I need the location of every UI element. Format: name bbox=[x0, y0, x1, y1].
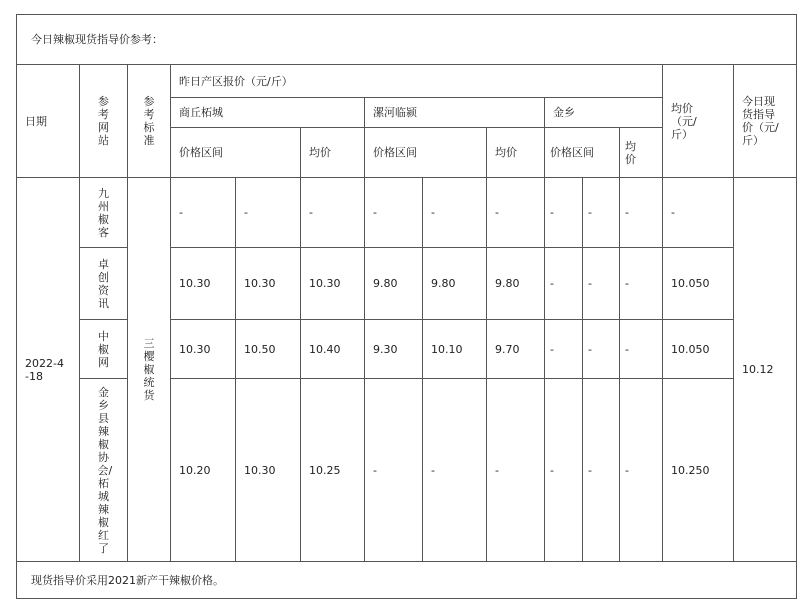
sq-max-cell: 10.30 bbox=[236, 248, 301, 320]
lh-avg-cell: 9.70 bbox=[487, 320, 545, 379]
header-site: 参考网站 bbox=[80, 65, 128, 178]
table-note: 现货指导价采用2021新产干辣椒价格。 bbox=[17, 562, 797, 599]
header-guide-price: 今日现货指导价（元/斤） bbox=[734, 65, 797, 178]
sq-avg-cell: 10.30 bbox=[301, 248, 365, 320]
lh-min-cell: 9.80 bbox=[365, 248, 423, 320]
table-title: 今日辣椒现货指导价参考： bbox=[17, 15, 797, 65]
sq-min-cell: 10.30 bbox=[171, 320, 236, 379]
avg-cell: 10.250 bbox=[663, 379, 734, 562]
lh-avg-cell: - bbox=[487, 178, 545, 248]
header-date: 日期 bbox=[17, 65, 80, 178]
lh-max-cell: - bbox=[423, 178, 487, 248]
jx-max-cell: - bbox=[583, 178, 620, 248]
header-avg-jinxiang: 均价 bbox=[620, 128, 663, 178]
avg-cell: 10.050 bbox=[663, 320, 734, 379]
lh-min-cell: - bbox=[365, 178, 423, 248]
sq-min-cell: 10.30 bbox=[171, 248, 236, 320]
sq-avg-cell: 10.25 bbox=[301, 379, 365, 562]
header-range-luohe: 价格区间 bbox=[365, 128, 487, 178]
sq-avg-cell: - bbox=[301, 178, 365, 248]
sq-max-cell: 10.30 bbox=[236, 379, 301, 562]
sq-max-cell: 10.50 bbox=[236, 320, 301, 379]
lh-max-cell: 10.10 bbox=[423, 320, 487, 379]
header-avg-luohe: 均价 bbox=[487, 128, 545, 178]
header-region-luohe: 漯河临颍 bbox=[365, 98, 545, 128]
lh-min-cell: 9.30 bbox=[365, 320, 423, 379]
table-row bbox=[17, 178, 797, 248]
avg-cell: - bbox=[663, 178, 734, 248]
header-region-shangqiu: 商丘柘城 bbox=[171, 98, 365, 128]
jx-min-cell: - bbox=[545, 248, 583, 320]
site-cell: 金乡县辣椒协会/柘城辣椒红了 bbox=[80, 379, 128, 562]
date-cell: 2022-4-18 bbox=[17, 178, 80, 562]
header-range-shangqiu: 价格区间 bbox=[171, 128, 301, 178]
sq-min-cell: - bbox=[171, 178, 236, 248]
jx-max-cell: - bbox=[583, 320, 620, 379]
sq-max-cell: - bbox=[236, 178, 301, 248]
standard-cell: 三樱椒统货 bbox=[128, 178, 171, 562]
jx-avg-cell: - bbox=[620, 248, 663, 320]
jx-avg-cell: - bbox=[620, 379, 663, 562]
lh-avg-cell: 9.80 bbox=[487, 248, 545, 320]
header-range-jinxiang: 价格区间 bbox=[545, 128, 620, 178]
jx-max-cell: - bbox=[583, 379, 620, 562]
lh-max-cell: - bbox=[423, 379, 487, 562]
lh-min-cell: - bbox=[365, 379, 423, 562]
jx-avg-cell: - bbox=[620, 178, 663, 248]
lh-max-cell: 9.80 bbox=[423, 248, 487, 320]
site-cell: 中椒网 bbox=[80, 320, 128, 379]
jx-max-cell: - bbox=[583, 248, 620, 320]
site-cell: 卓创资讯 bbox=[80, 248, 128, 320]
jx-min-cell: - bbox=[545, 379, 583, 562]
header-standard: 参考标准 bbox=[128, 65, 171, 178]
price-guide-table bbox=[16, 14, 797, 599]
header-avg-shangqiu: 均价 bbox=[301, 128, 365, 178]
guide-price-cell: 10.12 bbox=[734, 178, 797, 562]
header-avg-unit: 均价（元/斤） bbox=[663, 65, 734, 178]
header-region-jinxiang: 金乡 bbox=[545, 98, 663, 128]
sq-min-cell: 10.20 bbox=[171, 379, 236, 562]
site-cell: 九州椒客 bbox=[80, 178, 128, 248]
jx-min-cell: - bbox=[545, 320, 583, 379]
avg-cell: 10.050 bbox=[663, 248, 734, 320]
jx-avg-cell: - bbox=[620, 320, 663, 379]
lh-avg-cell: - bbox=[487, 379, 545, 562]
sq-avg-cell: 10.40 bbox=[301, 320, 365, 379]
jx-min-cell: - bbox=[545, 178, 583, 248]
header-yesterday-price: 昨日产区报价（元/斤） bbox=[171, 65, 663, 98]
